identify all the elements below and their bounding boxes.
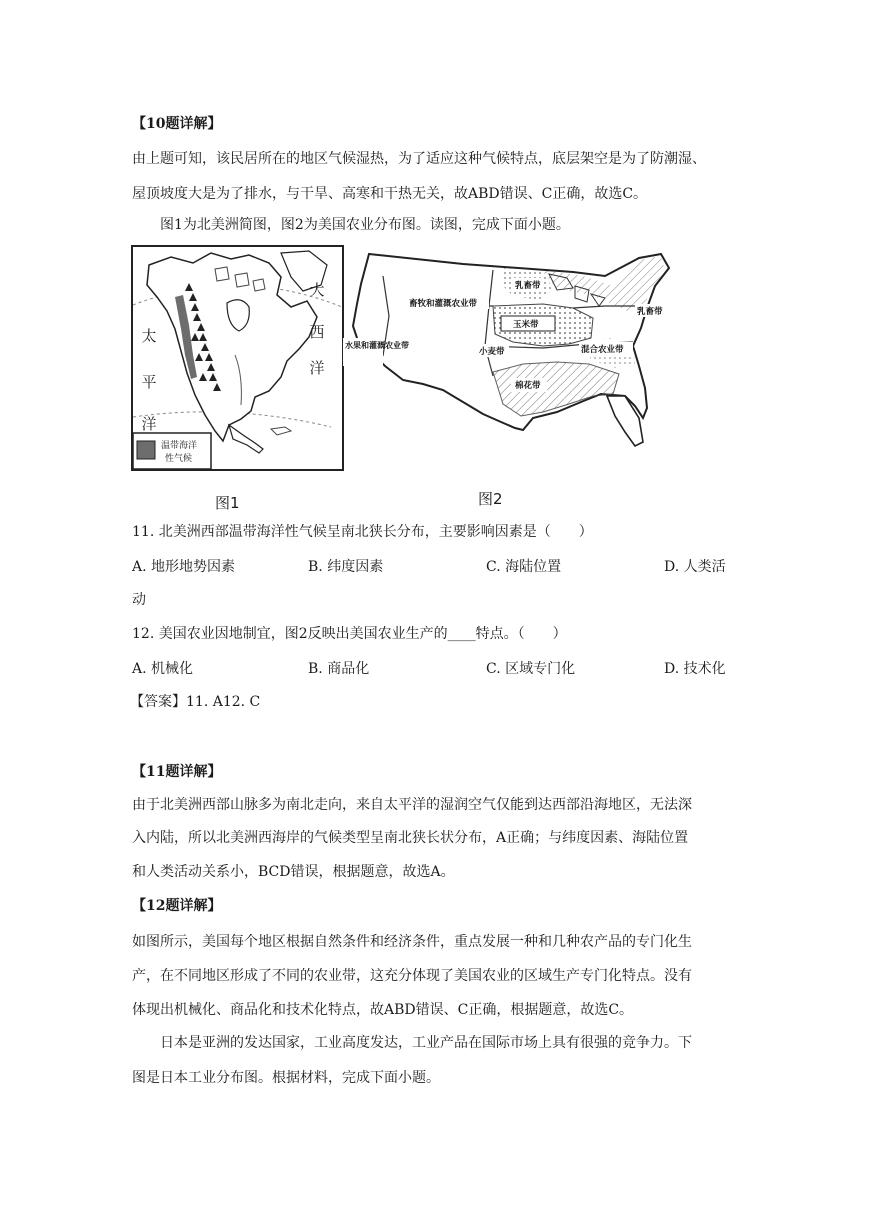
label-wheat-belt: 小麦带 [479, 347, 505, 357]
q11-explain-line-1: 由于北美洲西部山脉多为南北走向，来自太平洋的湿润空气仅能到达西部沿海地区，无法深 [132, 797, 692, 813]
japan-intro-line-2: 图是日本工业分布图。根据材料，完成下面小题。 [132, 1070, 440, 1086]
q12-option-b: B. 商品化 [308, 661, 370, 677]
legend-swatch [137, 441, 155, 459]
legend-label-1: 温带海洋 [161, 441, 198, 451]
q11-option-d: D. 人类活 [664, 559, 726, 575]
label-cotton-belt: 棉花带 [515, 381, 541, 391]
pacific-label-1: 太 [141, 327, 157, 345]
pacific-label-3: 洋 [141, 415, 157, 433]
label-ranching-belt: 畜牧和灌溉农业带 [409, 299, 478, 309]
japan-intro-line-1: 日本是亚洲的发达国家，工业高度发达，工业产品在国际市场上具有很强的竞争力。下 [160, 1035, 692, 1051]
label-mixed-belt: 混合农业带 [581, 345, 624, 355]
q10-explain-line-2: 屋顶坡度大是为了排水，与干旱、高寒和干热无关，故ABD错误、C正确，故选C。 [132, 186, 648, 202]
answer-line: 【答案】11. A12. C [130, 694, 261, 710]
q12-stem: 12. 美国农业因地制宜，图2反映出美国农业生产的____特点。（ ） [132, 626, 567, 642]
question-intro: 图1为北美洲简图，图2为美国农业分布图。读图，完成下面小题。 [160, 217, 570, 233]
label-fruit-belt: 水果和灌溉农业带 [345, 341, 409, 350]
label-dairy-east: 乳畜带 [637, 307, 663, 317]
atlantic-label-1: 大 [309, 281, 325, 299]
q11-explain-heading: 【11题详解】 [132, 764, 222, 780]
q11-explain-line-2: 入内陆，所以北美洲西海岸的气候类型呈南北狭长状分布，A正确；与纬度因素、海陆位置 [132, 830, 689, 846]
atlantic-label-2: 西 [309, 323, 325, 341]
q11-option-c: C. 海陆位置 [486, 559, 562, 575]
q12-explain-line-1: 如图所示，美国每个地区根据自然条件和经济条件，重点发展一种和几种农产品的专门化生 [132, 934, 692, 950]
pacific-label-2: 平 [141, 373, 157, 391]
q11-option-d-wrap: 动 [132, 592, 146, 608]
figure-1-north-america-map [131, 245, 344, 471]
q12-explain-line-2: 产，在不同地区形成了不同的农业带，这充分体现了美国农业的区域生产专门化特点。没有 [132, 968, 692, 984]
q10-explain-line-1: 由上题可知，该民居所在的地区气候湿热，为了适应这种气候特点，底层架空是为了防潮湿、 [132, 151, 706, 167]
legend-label-2: 性气候 [165, 454, 193, 464]
q12-explain-line-3: 体现出机械化、商品化和技术化特点，故ABD错误、C正确，根据题意，故选C。 [132, 1002, 634, 1018]
figure-1-caption: 图1 [215, 494, 240, 512]
q11-stem: 11. 北美洲西部温带海洋性气候呈南北狭长分布，主要影响因素是（ ） [132, 524, 593, 540]
q12-explain-heading: 【12题详解】 [132, 898, 222, 914]
q11-option-b: B. 纬度因素 [308, 559, 384, 575]
label-dairy-belt: 乳畜带 [515, 281, 541, 291]
atlantic-label-3: 洋 [309, 359, 325, 377]
q10-explain-heading: 【10题详解】 [132, 116, 222, 132]
q12-option-a: A. 机械化 [132, 661, 194, 677]
q12-option-d: D. 技术化 [664, 661, 726, 677]
q11-option-a: A. 地形地势因素 [132, 559, 236, 575]
q12-option-c: C. 区域专门化 [486, 661, 576, 677]
q11-explain-line-3: 和人类活动关系小，BCD错误，根据题意，故选A。 [132, 864, 455, 880]
figure-2-caption: 图2 [478, 490, 503, 508]
figure-2-us-agriculture-map [343, 246, 683, 470]
label-corn-belt: 玉米带 [513, 320, 539, 330]
